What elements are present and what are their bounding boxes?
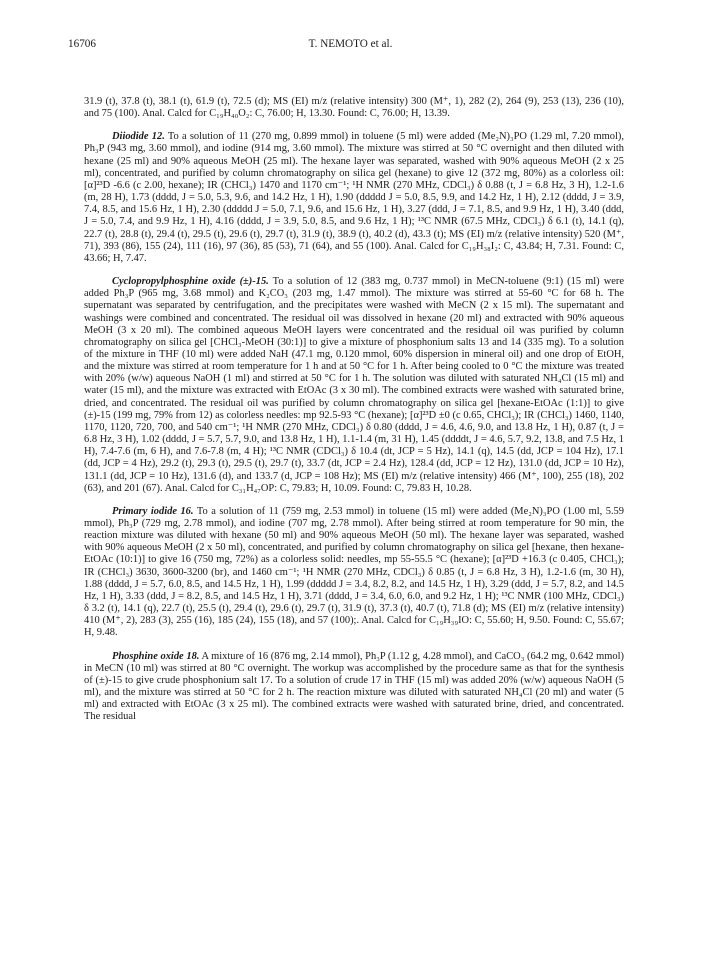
compound-heading: Cyclopropylphosphine oxide (±)-15.	[112, 276, 269, 288]
compound-heading: Phosphine oxide 18.	[112, 650, 200, 662]
paragraph-text: A mixture of 16 (876 mg, 2.14 mmol), Ph₃P (1.12 g, 4.28 mmol), and CaCO₃ (64.2 mg, 0.642 mmol) in MeCN (10 ml) was stirred at 80 °C overnight. The workup was accomplished by the procedure same as that for the synthesis of (±)-15 to give crude phosphonium salt 17. To a solution of crude 17 in THF (15 ml) was added 20% (w/w) aqueous NaOH (5 ml), and the mixture was stirred at 50 °C for 2 h. The reaction mixture was diluted with saturated NH₄Cl (20 ml) and water (5 ml) and extracted with EtOAc (3 x 25 ml). The combined extracts were washed with saturated brine, dried, and concentrated. The residual	[84, 650, 625, 723]
article-body	[84, 96, 624, 735]
paragraph-diiodide-12	[84, 131, 624, 265]
paragraph-primary-iodide-16	[84, 506, 624, 640]
paragraph-text: To a solution of 11 (270 mg, 0.899 mmol) in toluene (5 ml) were added (Me₂N)₃PO (1.29 ml, 7.20 mmol), Ph₃P (943 mg, 3.60 mmol), and iodine (914 mg, 3.60 mmol). The mixture was stirred at 50 °C overnight and then diluted with hexane (25 ml) and 90% aqueous MeOH (25 ml). The hexane layer was separated, washed with 90% aqueous MeOH (2 x 25 ml), concentrated, and purified by column chromatography on silica gel (hexane) to give 12 (372 mg, 80%) as a colorless oil: [α]²³D -6.6 (c 2.00, hexane); IR (CHCl₃) 1470 and 1170 cm⁻¹; ¹H NMR (270 MHz, CDCl₃) δ 0.88 (t, J = 6.8 Hz, 3 H), 1.2-1.6 (m, 28 H), 1.73 (dddd, J = 5.0, 5.3, 9.6, and 14.2 Hz, 1 H), 1.90 (ddddd J = 5.0, 8.5, 9.9, and 14.2 Hz, 1 H), 2.12 (dddd, J = 3.9, 7.4, 8.5, and 15.6 Hz, 1 H), 2.30 (ddddd J = 5.0, 7.1, 9.6, and 15.6 Hz, 1 H), 3.27 (ddd, J = 7.1, 8.5, and 9.9 Hz, 1 H), 3.40 (ddd, J = 5.0, 7.4, and 9.9 Hz, 1 H), 4.16 (dddd, J = 3.9, 5.0, 8.5, and 9.6 Hz, 1 H); ¹³C NMR (67.5 MHz, CDCl₃) δ 6.1 (t), 14.1 (q), 22.7 (t), 28.8 (t), 29.4 (t), 29.5 (t), 29.6 (t), 29.7 (t), 31.9 (t), 38.9 (t), 40.2 (d), 43.3 (t); MS (EI) m/z (relative intensity) 520 (M⁺, 71), 393 (86), 155 (24), 111 (16), 97 (36), 85 (53), 71 (64), and 55 (100). Anal. Calcd for C₁₉H₃₈I₂: C, 43.84; H, 7.31. Found: C, 43.66; H, 7.47.	[84, 131, 624, 264]
paragraph-text: To a solution of 12 (383 mg, 0.737 mmol) in MeCN-toluene (9:1) (15 ml) were added Ph₃P (965 mg, 3.68 mmol) and K₂CO₃ (203 mg, 1.47 mmol). The mixture was stirred at 55-60 °C for 68 h. The supernatant was separated by centrifugation, and the precipitates were washed with MeCN (2 x 15 ml). The supernatant and washings were combined and concentrated. The residual oil was dissolved in hexane (20 ml) and extracted with 90% aqueous MeOH (3 x 20 ml). The combined aqueous MeOH layers were concentrated and the residual oil was purified by column chromatography on silica gel [CHCl₃-MeOH (30:1)] to give a mixture of phosphonium salts 13 and 14 (335 mg). To a solution of the mixture in THF (10 ml) were added NaH (47.1 mg, 0.120 mmol, 60% dispersion in mineral oil) and one drop of EtOH, and the mixture was stirred at room temperature for 1 h and at 50 °C for 1 h. After being cooled to 0 °C the mixture was treated with 20% (w/w) aqueous NaOH (1 ml) and stirred at 50 °C for 1 h. The solution was diluted with saturated NH₄Cl (15 ml) and water (15 ml), and the mixture was extracted with EtOAc (3 x 30 ml). The combined extracts were washed with saturated brine, dried, and concentrated. The residual oil was purified by column chromatography on silica gel [hexane-EtOAc (1:1)] to give (±)-15 (199 mg, 79% from 12) as colorless needles: mp 92.5-93 °C (hexane); [α]²³D ±0 (c 0.65, CHCl₃); IR (CHCl₃) 1460, 1140, 1170, 1120, 720, 700, and 540 cm⁻¹; ¹H NMR (270 MHz, CDCl₃) δ 0.80 (dddd, J = 4.6, 4.6, 9.0, and 13.8 Hz, 1 H), 0.87 (t, J = 6.8 Hz, 3 H), 1.02 (dddd, J = 5.7, 5.7, 9.0, and 13.8 Hz, 1 H), 1.1-1.4 (m, 31 H), 1.45 (ddddt, J = 4.6, 5.7, 9.2, 13.8, and 7.5 Hz, 1 H), 7.4-7.6 (m, 6 H), and 7.6-7.8 (m, 4 H); ¹³C NMR (CDCl₃) δ 10.4 (dt, JCP = 5 Hz), 14.1 (q), 14.5 (dd, JCP = 104 Hz), 17.1 (dd, JCP = 4 Hz), 29.2 (t), 29.3 (t), 29.5 (t), 29.7 (t), 33.7 (dt, JCP = 2.4 Hz), 128.4 (dd, JCP = 12 Hz), 131.0 (dd, JCP = 10 Hz), 131.1 (dd, JCP = 10 Hz), 131.6 (d), and 133.7 (d, JCP = 108 Hz); MS (EI) m/z (relative intensity) 466 (M⁺, 100), 255 (18), 202 (63), and 201 (67). Anal. Calcd for C₃₁H₄₇OP: C, 79.83; H, 10.09. Found: C, 79.83 H, 10.28.	[84, 276, 624, 494]
paragraph-text: To a solution of 11 (759 mg, 2.53 mmol) in toluene (15 ml) were added (Me₂N)₃PO (1.00 ml, 5.59 mmol), Ph₃P (729 mg, 2.78 mmol), and iodine (707 mg, 2.78 mmol). After being stirred at room temperature for 90 min, the reaction mixture was diluted with hexane (50 ml) and 90% aqueous MeOH (50 ml). The hexane layer was separated, washed with 90% aqueous MeOH (2 x 50 ml), concentrated, and purified by column chromatography on silica gel [hexane, then hexane-EtOAc (10:1)] to give 16 (750 mg, 72%) as a colorless solid: needles, mp 55-55.5 °C (hexane); [α]²³D +16.3 (c 0.405, CHCl₃); IR (CHCl₃) 3630, 3600-3200 (br), and 1460 cm⁻¹; ¹H NMR (270 MHz, CDCl₃) δ 0.85 (t, J = 6.8 Hz, 3 H), 1.2-1.6 (m, 30 H), 1.88 (dddd, J = 5.7, 6.0, 8.5, and 14.5 Hz, 1 H), 1.99 (ddddd J = 3.4, 8.2, 8.2, and 14.5 Hz, 1 H), 3.29 (ddd, J = 5.7, 8.2, and 14.5 Hz, 1 H), 3.33 (ddd, J = 8.2, 8.5, and 14.5 Hz, 1 H), 3.71 (dddd, J = 3.4, 6.0, 6.0, and 9.2 Hz, 1 H); ¹³C NMR (100 MHz, CDCl₃) δ 3.2 (t), 14.1 (q), 22.7 (t), 25.5 (t), 29.4 (t), 29.6 (t), 29.7 (t), 31.9 (t), 37.3 (t), 40.7 (t), 71.8 (d); MS (EI) m/z (relative intensity) 410 (M⁺, 2), 283 (3), 255 (16), 185 (24), 155 (18), and 57 (100);. Anal. Calcd for C₁₉H₃₉IO: C, 55.60; H, 9.50. Found: C, 55.67; H, 9.48.	[84, 505, 624, 639]
paragraph-phosphine-oxide-18	[84, 651, 624, 724]
compound-heading: Diiodide 12.	[112, 131, 165, 143]
compound-heading: Primary iodide 16.	[112, 505, 194, 517]
page-number: 16706	[68, 38, 96, 50]
paragraph-continued	[84, 96, 624, 120]
running-head-authors: T. NEMOTO et al.	[308, 38, 393, 50]
paragraph-cyclopropylphosphine-oxide-15	[84, 276, 624, 495]
paragraph-text: 31.9 (t), 37.8 (t), 38.1 (t), 61.9 (t), 72.5 (d); MS (EI) m/z (relative intensity) 300 (M⁺, 1), 282 (2), 264 (9), 253 (13), 236 (10), and 75 (100). Anal. Calcd for C₁₉H₄₀O₂: C, 76.00; H, 13.30. Found: C, 76.00; H, 13.39.	[84, 96, 624, 120]
running-header	[68, 38, 633, 52]
